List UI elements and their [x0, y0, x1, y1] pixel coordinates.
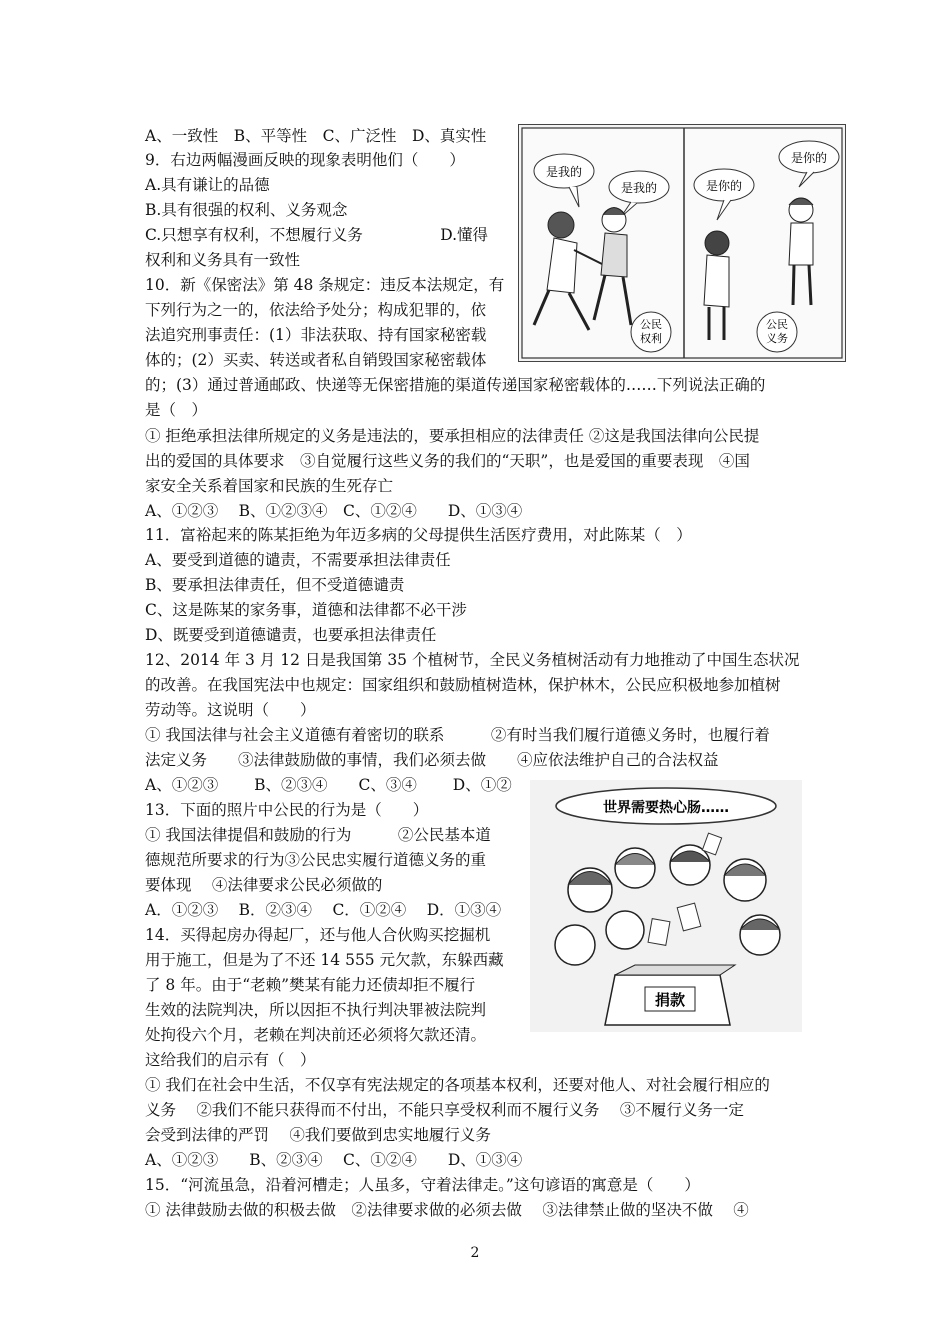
- text-line: ① 拒绝承担法律所规定的义务是违法的，要承担相应的法律责任 ②这是我国法律向公民提: [145, 427, 760, 445]
- text-line: 用于施工，但是为了不还 14 555 元欠款，东躲西藏: [145, 951, 504, 969]
- text-line: ① 我国法律与社会主义道德有着密切的联系 ②有时当我们履行道德义务时，也履行着: [145, 726, 770, 744]
- bubble-text: 是我的: [620, 181, 658, 195]
- tag-text: 公民: [640, 318, 662, 331]
- question-11: 11．富裕起来的陈某拒绝为年迈多病的父母提供生活医疗费用，对此陈某（ ）: [145, 526, 692, 544]
- text-line: ① 法律鼓励去做的积极去做 ②法律要求做的必须去做 ③法律禁止做的坚决不做 ④: [145, 1201, 749, 1219]
- box-label: 捐款: [654, 991, 686, 1009]
- text-line: 劳动等。这说明（ ）: [145, 701, 316, 719]
- text-line: 的改善。在我国宪法中也规定：国家组织和鼓励植树造林，保护林木，公民应积极地参加植树: [145, 676, 781, 694]
- tag-text: 义务: [766, 332, 788, 345]
- question-13: 13．下面的照片中公民的行为是（ ）: [145, 801, 429, 819]
- option-line: A、一致性 B、平等性 C、广泛性 D、真实性: [145, 127, 487, 145]
- option-line: B.具有很强的权利、义务观念: [145, 201, 348, 219]
- bubble-text: 是你的: [790, 151, 828, 165]
- option-line: 权利和义务具有一致性: [145, 251, 301, 269]
- text-line: 要体现 ④法律要求公民必须做的: [145, 876, 383, 894]
- question-15: 15．“河流虽急，沿着河槽走；人虽多，守着法律走。”这句谚语的寓意是（ ）: [145, 1176, 700, 1194]
- text-line: 了 8 年。由于“老赖”樊某有能力还债却拒不履行: [145, 976, 476, 994]
- option-line: A.具有谦让的品德: [145, 176, 270, 194]
- tag-text: 权利: [640, 332, 662, 345]
- text-line: 下列行为之一的，依法给予处分；构成犯罪的，依: [145, 301, 487, 319]
- text-line: 法追究刑事责任：(1）非法获取、持有国家秘密载: [145, 326, 487, 344]
- text-line: 的；(3）通过普通邮政、快递等无保密措施的渠道传递国家秘密载体的……下列说法正确的: [145, 376, 766, 394]
- option-line: A、①②③ B、①②③④ C、①②④ D、①③④: [145, 502, 523, 520]
- bubble-text: 是我的: [545, 165, 583, 179]
- text-line: 是（ ）: [145, 401, 208, 419]
- tag-text: 公民: [766, 318, 788, 331]
- option-line: A、①②③ B、②③④ C、①②④ D、①③④: [145, 1151, 523, 1169]
- option-line: B、要承担法律责任，但不受道德谴责: [145, 576, 405, 594]
- rights-duties-cartoon: [518, 124, 846, 362]
- text-line: 家安全关系着国家和民族的生死存亡: [145, 477, 394, 495]
- text-line: ① 我们在社会中生活，不仅享有宪法规定的各项基本权利，还要对他人、对社会履行相应的: [145, 1076, 770, 1094]
- option-line: A、要受到道德的谴责，不需要承担法律责任: [145, 551, 451, 569]
- donation-cartoon: [530, 780, 802, 1032]
- bubble-text: 是你的: [705, 179, 743, 193]
- text-line: 生效的法院判决，所以因拒不执行判决罪被法院判: [145, 1001, 487, 1019]
- text-line: 体的；(2）买卖、转送或者私自销毁国家秘密载体: [145, 351, 487, 369]
- text-line: 这给我们的启示有（ ）: [145, 1051, 316, 1069]
- text-line: ① 我国法律提倡和鼓励的行为 ②公民基本道: [145, 826, 491, 844]
- option-line: A、①②③ B、②③④ C、③④ D、①②: [145, 776, 512, 794]
- text-line: 德规范所要求的行为③公民忠实履行道德义务的重: [145, 851, 487, 869]
- option-line: A．①②③ B．②③④ C．①②④ D．①③④: [145, 901, 502, 919]
- question-9: 9．右边两幅漫画反映的现象表明他们（ ）: [145, 151, 465, 169]
- page-number: 2: [470, 1245, 480, 1261]
- text-line: 法定义务 ③法律鼓励做的事情，我们必须去做 ④应依法维护自己的合法权益: [145, 751, 719, 769]
- question-12: 12、2014 年 3 月 12 日是我国第 35 个植树节，全民义务植树活动有力地推动了中国生态状况: [145, 651, 800, 669]
- banner-text: 世界需要热心肠……: [603, 800, 729, 816]
- text-line: 义务 ②我们不能只获得而不付出，不能只享受权利而不履行义务 ③不履行义务一定: [145, 1101, 744, 1119]
- text-line: 处拘役六个月，老赖在判决前还必须将欠款还清。: [145, 1026, 487, 1044]
- question-14: 14．买得起房办得起厂，还与他人合伙购买挖掘机: [145, 926, 491, 944]
- text-line: 会受到法律的严罚 ④我们要做到忠实地履行义务: [145, 1126, 491, 1144]
- option-line: C、这是陈某的家务事，道德和法律都不必干涉: [145, 601, 467, 619]
- question-10: 10．新《保密法》第 48 条规定：违反本法规定，有: [145, 276, 505, 294]
- option-line: D、既要受到道德谴责，也要承担法律责任: [145, 626, 437, 644]
- text-line: 出的爱国的具体要求 ③自觉履行这些义务的我们的“天职”，也是爱国的重要表现 ④国: [145, 452, 750, 470]
- option-line: C.只想享有权利，不想履行义务 D.懂得: [145, 226, 489, 244]
